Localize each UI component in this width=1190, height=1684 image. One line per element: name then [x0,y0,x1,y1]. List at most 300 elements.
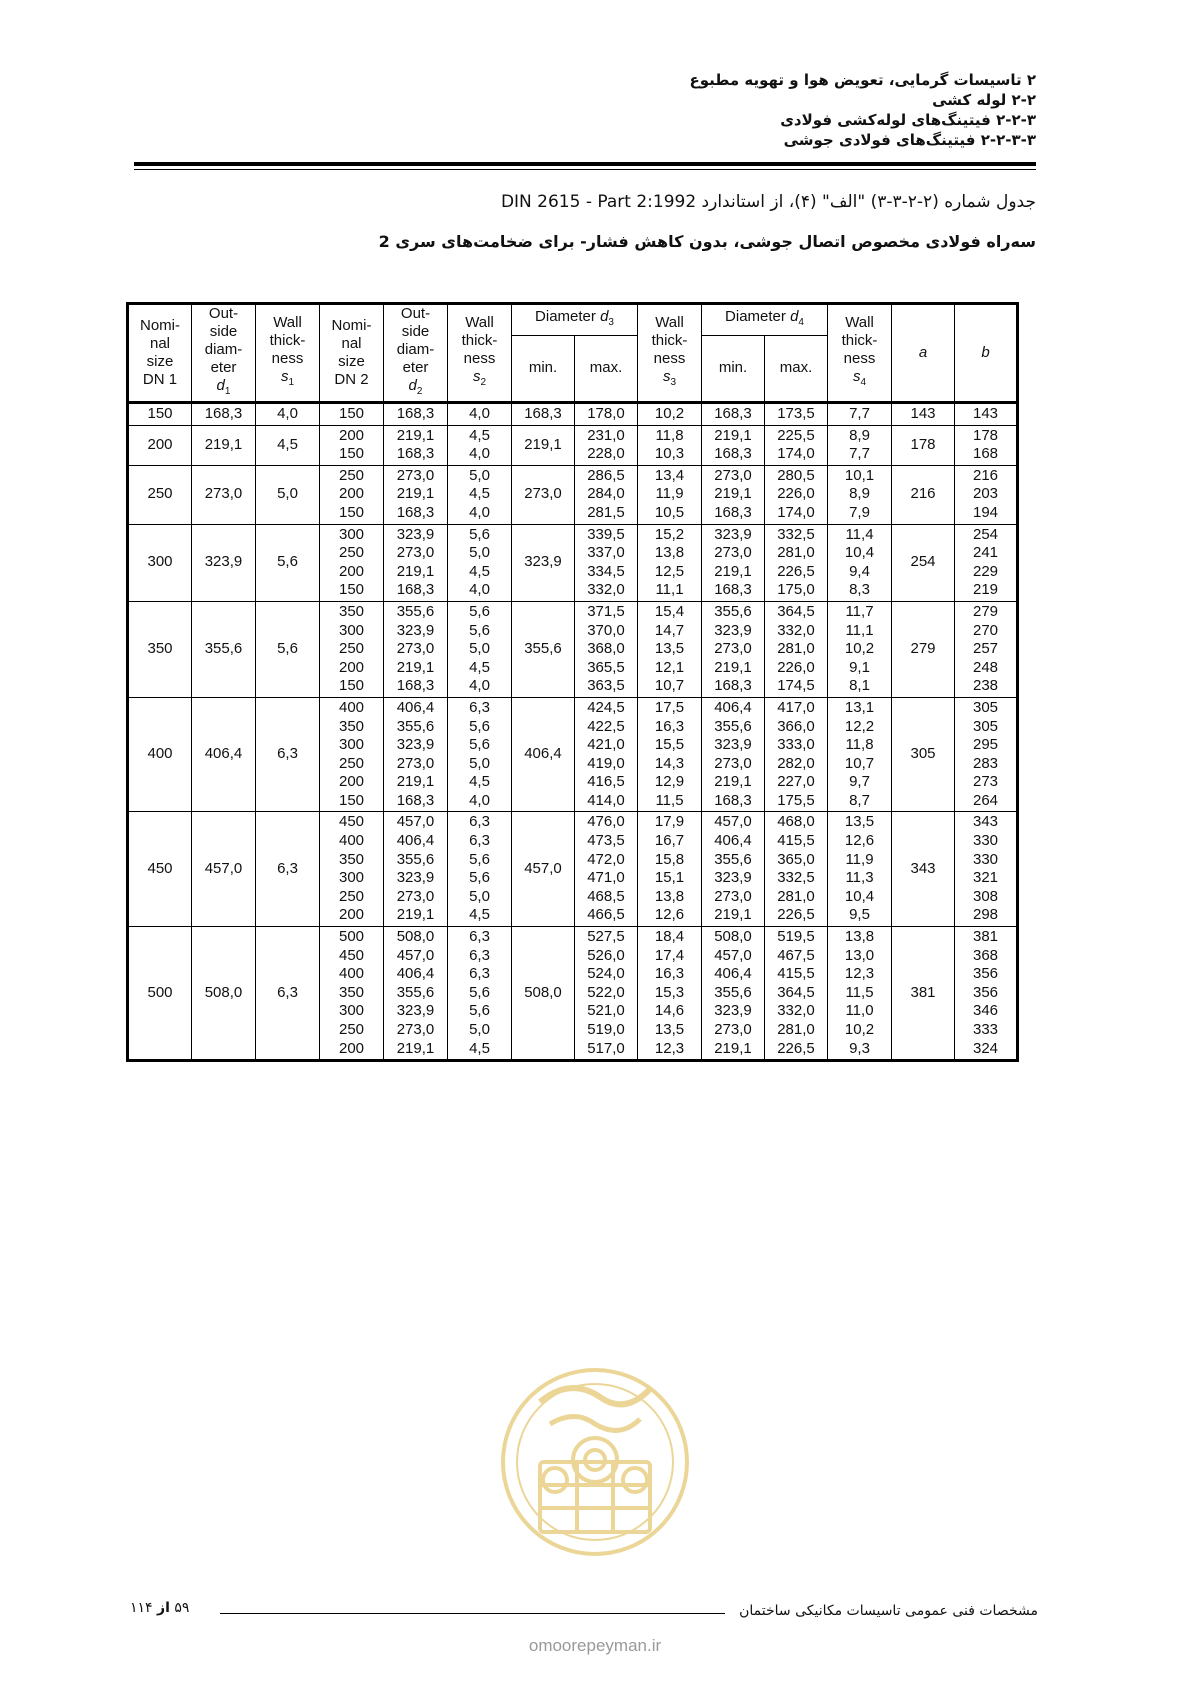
cell-a: 279 [892,601,955,697]
cell-value: 7,9 [849,503,870,521]
cell-value: 174,5 [777,677,815,695]
cell-value: 524,0 [587,965,625,983]
cell-d4min [702,697,765,812]
cell-dn2 [320,812,384,927]
cell-value: 219,1 [714,906,752,924]
cell-value: 400 [338,832,365,850]
cell-d3max [575,425,638,465]
cell-value: 8,9 [849,485,870,503]
header-line-1: ۲ تاسیسات گرمایی، تعویض هوا و تهویه مطبوع [689,71,1036,89]
table-row [128,812,1018,927]
table-row [128,927,1018,1061]
cell-value: 270 [972,621,999,639]
cell-value: 5,6 [469,869,490,887]
cell-value: 150 [338,445,365,463]
cell-value: 200 [338,562,365,580]
cell-value: 519,5 [777,928,815,946]
cell-d4max [765,601,828,697]
cell-value: 5,0 [469,887,490,905]
cell-value: 368,0 [587,640,625,658]
cell-value: 11,0 [845,1002,874,1020]
cell-value: 355,6 [396,850,435,868]
header-s4: Wall thick- ness $s_4$ [828,304,892,403]
cell-value: 323,9 [714,869,752,887]
cell-a: 143 [892,403,955,426]
cell-value: 241 [972,544,999,562]
cell-value: 406,4 [396,832,435,850]
cell-value: 283 [972,754,999,772]
cell-value: 5,6 [469,983,490,1001]
cell-value: 324 [972,1039,999,1057]
cell-a: 381 [892,927,955,1061]
cell-dn2 [320,601,384,697]
cell-value: 417,0 [777,698,815,716]
cell-value: 273,0 [396,754,435,772]
cell-value: 150 [338,581,365,599]
cell-value: 273,0 [396,544,435,562]
header-line-3: ۲-۲-۳ فیتینگ‌های لوله‌کشی فولادی [780,111,1036,129]
cell-value: 11,4 [845,525,874,543]
cell-value: 219,1 [396,773,435,791]
cell-d3min: 219,1 [512,425,575,465]
cell-d3min: 406,4 [512,697,575,812]
cell-value: 17,9 [654,813,685,831]
cell-value: 337,0 [587,544,625,562]
cell-d4max [765,812,828,927]
cell-d3max [575,524,638,601]
cell-value: 5,6 [469,602,490,620]
cell-value: 219,1 [396,485,435,503]
cell-d2 [384,927,448,1061]
cell-value: 334,5 [587,562,625,580]
cell-value: 350 [338,717,365,735]
cell-d4min [702,601,765,697]
cell-value: 522,0 [587,983,625,1001]
cell-value: 13,5 [654,1021,685,1038]
cell-value: 13,0 [844,946,875,964]
cell-d3min: 355,6 [512,601,575,697]
cell-value: 305 [972,698,999,716]
cell-value: 5,6 [469,850,490,868]
cell-value: 13,8 [844,928,875,946]
cell-d1: 168,3 [192,403,256,426]
cell-value: 363,5 [587,677,625,695]
cell-value: 300 [338,1002,365,1020]
cell-value: 273,0 [396,1021,435,1038]
cell-value: 355,6 [396,602,435,620]
cell-value: 279 [972,602,999,620]
cell-d1: 457,0 [192,812,256,927]
cell-value: 250 [338,1021,365,1038]
cell-value: 11,7 [845,602,874,620]
cell-s3 [638,403,702,426]
cell-s3 [638,927,702,1061]
cell-value: 300 [338,736,365,754]
header-d3-max: max. [575,335,638,403]
cell-value: 168,3 [396,581,435,599]
cell-value: 168,3 [714,581,752,599]
header-d2: Out- side diam- eter $d_2$ [384,304,448,403]
cell-dn2 [320,927,384,1061]
cell-value: 219,1 [714,426,752,444]
cell-value: 330 [972,832,999,850]
cell-value: 295 [972,736,999,754]
cell-s4 [828,927,892,1061]
cell-d3max [575,403,638,426]
cell-value: 517,0 [587,1039,625,1057]
cell-dn2 [320,425,384,465]
cell-value: 468,0 [777,813,815,831]
header-line-2: ۲-۲ لوله کشی [932,91,1036,109]
cell-value: 281,0 [777,544,815,562]
cell-value: 143 [972,405,999,422]
cell-value: 273,0 [714,544,752,562]
cell-value: 457,0 [714,813,752,831]
cell-d2 [384,812,448,927]
page-of: از [157,1600,170,1616]
cell-value: 281,0 [777,887,815,905]
cell-value: 12,3 [654,1039,685,1057]
cell-value: 12,9 [654,773,685,791]
cell-value: 11,3 [845,869,874,887]
cell-value: 371,5 [587,602,625,620]
cell-value: 323,9 [396,621,435,639]
cell-value: 13,8 [654,544,685,562]
cell-value: 9,3 [849,1039,870,1057]
cell-d2 [384,403,448,426]
header-d4-min: min. [702,335,765,403]
cell-value: 226,5 [777,906,815,924]
cell-value: 4,5 [469,658,490,676]
cell-value: 366,0 [777,717,815,735]
cell-value: 4,0 [469,677,490,695]
cell-value: 400 [338,698,365,716]
cell-s2 [448,465,512,524]
cell-value: 150 [338,791,365,809]
cell-value: 333 [972,1021,999,1038]
cell-value: 219,1 [396,1039,435,1057]
cell-value: 323,9 [714,736,752,754]
cell-value: 4,5 [469,1039,490,1057]
cell-value: 355,6 [714,983,752,1001]
cell-value: 323,9 [714,525,752,543]
cell-value: 457,0 [714,946,752,964]
cell-value: 332,0 [587,581,625,599]
cell-value: 8,9 [849,426,870,444]
cell-value: 368 [972,946,999,964]
cell-d4min [702,927,765,1061]
cell-value: 406,4 [714,698,752,716]
cell-a: 343 [892,812,955,927]
cell-value: 4,0 [469,405,490,422]
cell-dn1: 350 [128,601,192,697]
cell-value: 343 [972,813,999,831]
cell-d3max [575,601,638,697]
cell-d4min [702,403,765,426]
cell-b [955,465,1018,524]
caption-prefix: جدول شماره (۲-۲-۳-۳) "الف" (۴)، از استاندارد [701,192,1036,212]
cell-value: 473,5 [587,832,625,850]
cell-value: 472,0 [587,850,625,868]
cell-s4 [828,812,892,927]
cell-value: 168,3 [396,503,435,521]
cell-d3min: 168,3 [512,403,575,426]
cell-value: 350 [338,850,365,868]
cell-value: 5,6 [469,621,490,639]
cell-value: 323,9 [714,1002,752,1020]
cell-value: 10,7 [654,677,685,695]
cell-value: 298 [972,906,999,924]
cell-value: 4,5 [469,773,490,791]
cell-s3 [638,465,702,524]
cell-value: 250 [338,754,365,772]
cell-value: 15,2 [654,525,685,543]
cell-a: 216 [892,465,955,524]
cell-d3min: 323,9 [512,524,575,601]
cell-b [955,601,1018,697]
cell-value: 11,9 [655,485,684,503]
cell-value: 281,5 [587,503,625,521]
cell-value: 323,9 [714,621,752,639]
cell-b [955,697,1018,812]
cell-value: 6,3 [469,946,490,964]
cell-value: 273,0 [396,640,435,658]
cell-value: 10,2 [844,640,875,658]
cell-value: 219,1 [396,906,435,924]
cell-b [955,927,1018,1061]
cell-value: 415,5 [777,965,815,983]
cell-value: 356 [972,983,999,1001]
header-d3-group: Diameter $d_3$ [512,304,638,336]
cell-value: 12,3 [844,965,875,983]
cell-value: 355,6 [714,717,752,735]
cell-value: 12,1 [654,658,685,676]
cell-dn2 [320,465,384,524]
cell-value: 174,0 [777,445,815,463]
cell-value: 4,5 [469,906,490,924]
table-row [128,524,1018,601]
cell-value: 10,5 [654,503,685,521]
cell-value: 15,1 [654,869,685,887]
cell-value: 17,4 [654,946,685,964]
cell-value: 257 [972,640,999,658]
cell-dn2 [320,697,384,812]
cell-value: 6,3 [469,813,490,831]
cell-dn2 [320,524,384,601]
header-b: b [955,304,1018,403]
cell-value: 13,5 [654,640,685,658]
cell-d4max [765,927,828,1061]
cell-value: 12,5 [654,562,685,580]
cell-value: 248 [972,658,999,676]
cell-value: 424,5 [587,698,625,716]
cell-d4min [702,524,765,601]
cell-value: 150 [338,405,365,422]
cell-value: 284,0 [587,485,625,503]
cell-value: 200 [338,906,365,924]
cell-value: 406,4 [396,698,435,716]
cell-value: 7,7 [849,405,870,422]
cell-value: 14,7 [654,621,685,639]
cell-value: 219,1 [714,562,752,580]
cell-d3min: 273,0 [512,465,575,524]
cell-value: 174,0 [777,503,815,521]
cell-value: 273 [972,773,999,791]
cell-value: 422,5 [587,717,625,735]
cell-value: 11,8 [655,426,684,444]
header-d4-max: max. [765,335,828,403]
cell-value: 226,0 [777,485,815,503]
cell-value: 355,6 [396,717,435,735]
cell-value: 273,0 [396,887,435,905]
cell-value: 16,7 [654,832,685,850]
cell-value: 225,5 [777,426,815,444]
cell-value: 175,0 [777,581,815,599]
cell-s1: 6,3 [256,812,320,927]
cell-value: 381 [972,928,999,946]
cell-value: 6,3 [469,965,490,983]
cell-s1: 5,6 [256,524,320,601]
header-s1: Wall thick- ness $s_1$ [256,304,320,403]
cell-value: 168 [972,445,999,463]
cell-value: 11,1 [655,581,684,599]
cell-value: 300 [338,621,365,639]
cell-value: 321 [972,869,999,887]
watermark-url: omoorepeyman.ir [528,1636,662,1655]
cell-value: 4,0 [469,503,490,521]
cell-s1: 4,0 [256,403,320,426]
cell-s2 [448,403,512,426]
cell-value: 8,3 [849,581,870,599]
cell-s4 [828,697,892,812]
cell-dn1: 150 [128,403,192,426]
cell-s2 [448,601,512,697]
cell-value: 350 [338,602,365,620]
cell-s4 [828,524,892,601]
cell-value: 406,4 [396,965,435,983]
cell-value: 168,3 [396,405,435,422]
cell-value: 330 [972,850,999,868]
cell-s1: 5,0 [256,465,320,524]
cell-value: 346 [972,1002,999,1020]
cell-value: 365,0 [777,850,815,868]
cell-value: 350 [338,983,365,1001]
cell-value: 332,5 [777,525,815,543]
cell-value: 355,6 [396,983,435,1001]
cell-value: 414,0 [587,791,625,809]
cell-dn1: 250 [128,465,192,524]
cell-value: 12,6 [844,832,875,850]
cell-value: 370,0 [587,621,625,639]
cell-value: 365,5 [587,658,625,676]
cell-a: 178 [892,425,955,465]
cell-value: 219,1 [396,562,435,580]
cell-value: 457,0 [396,813,435,831]
caption-standard: DIN 2615 - Part 2:1992 [500,192,697,212]
cell-value: 228,0 [587,445,625,463]
cell-d4max [765,425,828,465]
cell-s3 [638,601,702,697]
cell-d2 [384,601,448,697]
table-caption [136,192,1036,212]
cell-value: 457,0 [396,946,435,964]
cell-value: 5,6 [469,717,490,735]
cell-value: 356 [972,965,999,983]
tee-dimensions-table [126,302,1019,1062]
table-title: سه‌راه فولادی مخصوص اتصال جوشی، بدون کاهش فشار- برای ضخامت‌های سری 2 [378,232,1036,251]
cell-d2 [384,697,448,812]
cell-value: 5,0 [469,1021,490,1038]
cell-value: 15,3 [654,983,685,1001]
page-current: ۵۹ [174,1600,190,1616]
cell-value: 416,5 [587,773,625,791]
cell-value: 200 [338,658,365,676]
cell-s4 [828,465,892,524]
cell-value: 10,4 [844,887,875,905]
cell-value: 4,5 [469,426,490,444]
cell-value: 219,1 [714,1039,752,1057]
cell-value: 305 [972,717,999,735]
header-divider-thin [134,169,1036,170]
table-row [128,403,1018,426]
cell-value: 300 [338,525,365,543]
cell-value: 421,0 [587,736,625,754]
cell-value: 406,4 [714,832,752,850]
cell-value: 227,0 [777,773,815,791]
cell-s4 [828,601,892,697]
cell-value: 468,5 [587,887,625,905]
cell-value: 10,2 [654,405,685,422]
cell-value: 519,0 [587,1021,625,1038]
cell-value: 355,6 [714,850,752,868]
cell-s1: 4,5 [256,425,320,465]
cell-s3 [638,697,702,812]
omoorepeyman-logo-icon [495,1362,695,1562]
table-row [128,465,1018,524]
cell-s2 [448,927,512,1061]
cell-value: 15,5 [654,736,685,754]
cell-d4max [765,403,828,426]
cell-value: 282,0 [777,754,815,772]
document-header [276,70,1036,150]
cell-value: 264 [972,791,999,809]
cell-value: 323,9 [396,1002,435,1020]
footer-title: مشخصات فنی عمومی تاسیسات مکانیکی ساختمان [739,1603,1038,1619]
cell-a: 305 [892,697,955,812]
cell-value: 11,5 [845,983,874,1001]
cell-s4 [828,403,892,426]
cell-value: 332,5 [777,869,815,887]
cell-b [955,403,1018,426]
cell-d3min: 457,0 [512,812,575,927]
cell-value: 9,4 [849,562,870,580]
cell-value: 323,9 [396,869,435,887]
cell-value: 18,4 [654,928,685,946]
cell-s1: 6,3 [256,697,320,812]
cell-s3 [638,812,702,927]
cell-value: 9,1 [849,658,870,676]
cell-value: 10,3 [654,445,685,463]
cell-a: 254 [892,524,955,601]
cell-value: 11,1 [845,621,874,639]
header-a: a [892,304,955,403]
cell-value: 13,1 [844,698,875,716]
header-d3-min: min. [512,335,575,403]
cell-s1: 6,3 [256,927,320,1061]
cell-value: 4,5 [469,485,490,503]
cell-value: 14,3 [654,754,685,772]
cell-d1: 406,4 [192,697,256,812]
